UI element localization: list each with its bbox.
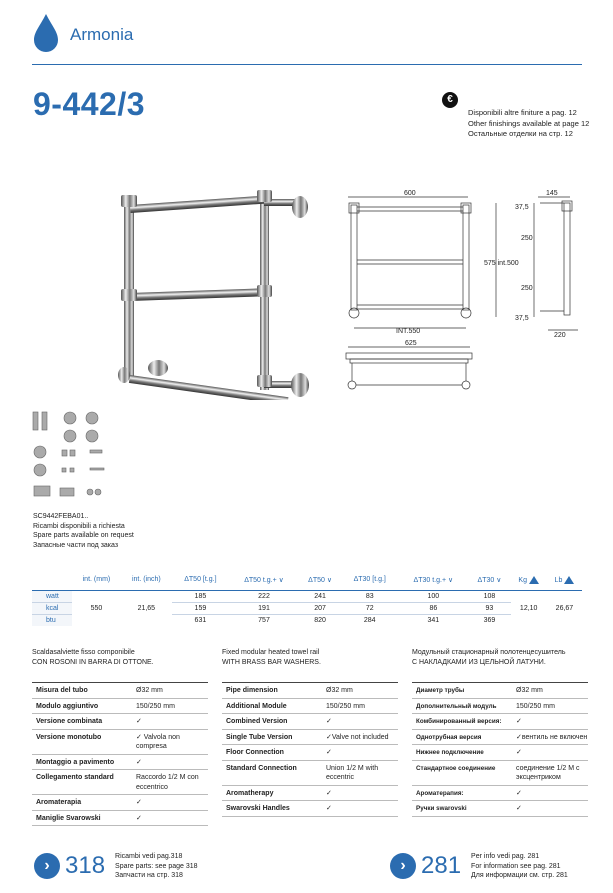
list-item: Misura del tubo Ø32 mm (32, 683, 208, 699)
dim-height: 575 int.500 (484, 260, 519, 267)
list-item: Single Tube Version ✓Valve not included (222, 730, 398, 746)
list-item: Swarovski Handles ✓ (222, 801, 398, 817)
table-header: ΔT50 [t.g.] (184, 576, 217, 584)
list-item: Modulo aggiuntivo 150/250 mm (32, 699, 208, 715)
table-header-row (32, 570, 582, 590)
finishes-note: Disponibili altre finiture a pag. 12 Other finishings available at page 12 Остальные отделки на стр. 12 (468, 108, 590, 138)
info-link[interactable] (390, 852, 568, 881)
header-divider (32, 64, 582, 65)
features-italian (32, 648, 208, 826)
list-item: Additional Module 150/250 mm (222, 699, 398, 715)
water-drop-icon (32, 12, 60, 52)
dim-t1: 37,5 (515, 204, 529, 211)
page-reference: Ricambi vedi pag.318 Spare parts: see page 318 Запчасти на стр. 318 (115, 853, 198, 879)
table-header: Lb (547, 570, 582, 590)
model-code: 9-442/3 (33, 86, 146, 122)
features-english (222, 648, 398, 817)
table-row: watt 550 21,65 185 222 241 83 100 108 12,10 26,67 (32, 590, 582, 602)
list-item: Montaggio a pavimento ✓ (32, 755, 208, 771)
table-header: ΔT50 t.g.+ ∨ (244, 576, 284, 584)
list-item: Стандартное соединение соединение 1/2 M с эксцентриком (412, 761, 588, 786)
brand-name: Armonia (70, 25, 134, 44)
feature-list (32, 682, 208, 826)
description: Scaldasalviette fisso componibile CON ROSONI IN BARRA DI OTTONE. (32, 649, 154, 666)
list-item: Aromaterapia ✓ (32, 795, 208, 811)
list-item: Versione combinata ✓ (32, 714, 208, 730)
table-header: ΔT50 ∨ (308, 576, 332, 584)
page-number: 318 (65, 852, 106, 880)
list-item: Combined Version ✓ (222, 714, 398, 730)
page-number: 281 (421, 852, 462, 880)
list-item: Нижнее подключение ✓ (412, 745, 588, 761)
table-header: int. (inch) (131, 576, 161, 584)
table-header: ΔT30 t.g.+ ∨ (413, 576, 454, 584)
dim-plan-width: 625 (405, 340, 417, 347)
list-item: Floor Connection ✓ (222, 745, 398, 761)
table-header: ΔT30 ∨ (477, 576, 502, 584)
euro-icon: € (442, 92, 458, 108)
list-item: Однотрубная версия ✓вентиль не включен (412, 730, 588, 746)
description: Fixed modular heated towel rail WITH BRASS BAR WASHERS. (222, 649, 321, 666)
list-item: Versione monotubo ✓ Valvola non compresa (32, 730, 208, 755)
list-item: Ручки swarovski ✓ (412, 801, 588, 817)
dim-width: 600 (404, 190, 416, 197)
dim-t2: 250 (521, 235, 533, 242)
page-reference: Per info vedi pag. 281 For information see pag. 281 Для информации см. стр. 281 (471, 853, 568, 879)
list-item: Aromatherapy ✓ (222, 786, 398, 802)
spare-parts-note: SC9442FEBA01.. Ricambi disponibili a richiesta Spare parts available on request Запасные части под заказ (33, 513, 134, 549)
list-item: Диаметр трубы Ø32 mm (412, 683, 588, 699)
heat-output-table (32, 570, 582, 626)
spare-parts-image (32, 410, 112, 502)
list-item: Pipe dimension Ø32 mm (222, 683, 398, 699)
dim-t3: 250 (521, 285, 533, 292)
list-item: Ароматерапия: ✓ (412, 786, 588, 802)
list-item: Дополнительный модуль 150/250 mm (412, 699, 588, 715)
table-header: Kg (511, 570, 547, 590)
towel-rail-image (110, 185, 320, 400)
technical-drawing (338, 185, 588, 400)
dim-depth-bottom: 220 (554, 332, 566, 339)
list-item: Collegamento standard Raccordo 1/2 M con eccentrico (32, 770, 208, 795)
chevron-right-icon[interactable]: › (34, 853, 60, 879)
chevron-right-icon[interactable]: › (390, 853, 416, 879)
feature-list (412, 682, 588, 817)
description: Модульный стационарный полотенцесушитель С НАКЛАДКАМИ ИЗ ЦЕЛЬНОЙ ЛАТУНИ. (412, 649, 566, 666)
list-item: Комбинированный версия: ✓ (412, 714, 588, 730)
weight-icon (564, 576, 574, 584)
dim-depth-top: 145 (546, 190, 558, 197)
dim-t4: 37,5 (515, 315, 529, 322)
table-header: int. (mm) (82, 576, 111, 584)
table-row: kcal 159 191 207 72 86 93 (32, 602, 582, 614)
features-russian (412, 648, 588, 817)
dim-int: INT.550 (396, 328, 421, 335)
weight-icon (529, 576, 539, 584)
table-row: btu 631 757 820 284 341 369 (32, 614, 582, 626)
spare-parts-link[interactable] (34, 852, 198, 881)
table-header: ΔT30 [t.g.] (353, 576, 386, 584)
list-item: Standard Connection Union 1/2 M with eccentric (222, 761, 398, 786)
feature-list (222, 682, 398, 817)
header (32, 12, 133, 52)
list-item: Maniglie Svarowski ✓ (32, 811, 208, 827)
